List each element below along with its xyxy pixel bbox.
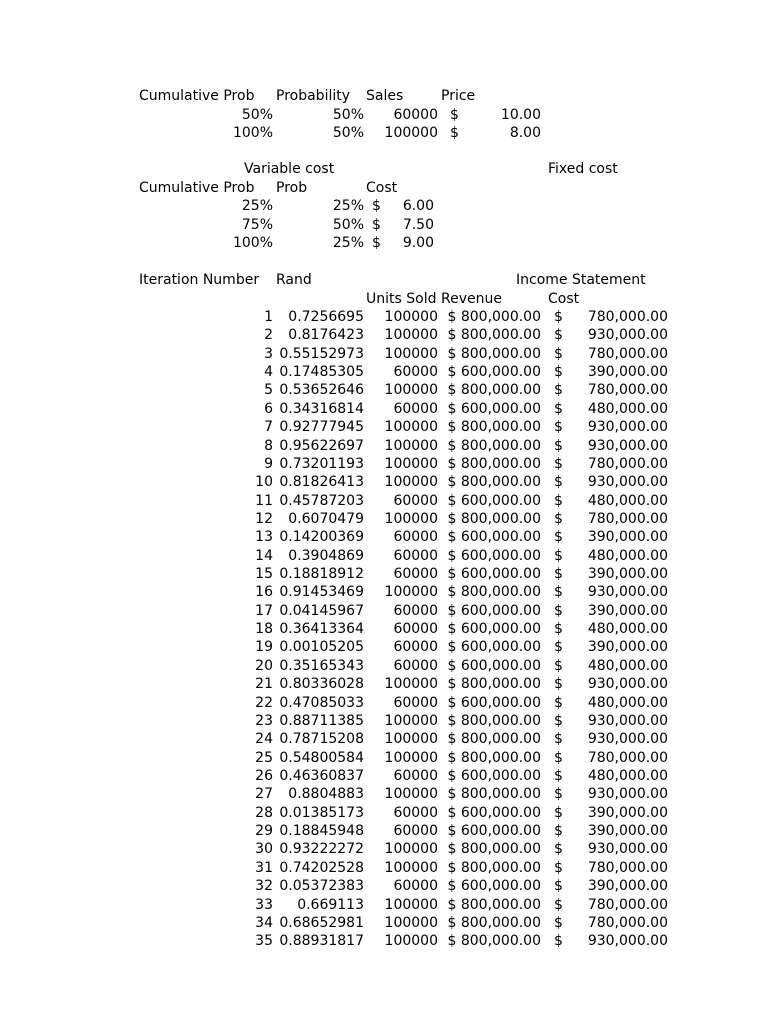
cost-value: 780,000.00 xyxy=(587,750,668,766)
revenue: $ 800,000.00 xyxy=(447,841,541,857)
revenue: $ 800,000.00 xyxy=(447,860,541,876)
iteration-number: 7 xyxy=(264,419,273,435)
revenue: $ 600,000.00 xyxy=(447,603,541,619)
sales-prob: 50% xyxy=(332,125,364,141)
iteration-number: 15 xyxy=(255,566,273,582)
iteration-number: 13 xyxy=(255,529,273,545)
cost-currency: $ xyxy=(554,511,563,527)
revenue: $ 600,000.00 xyxy=(447,364,541,380)
variable-cost-title: Variable cost xyxy=(244,161,335,177)
cost-currency: $ xyxy=(554,621,563,637)
cost-value: 930,000.00 xyxy=(587,584,668,600)
rand-value: 0.6070479 xyxy=(288,511,364,527)
cost-value: 390,000.00 xyxy=(587,639,668,655)
cost-currency: $ xyxy=(554,584,563,600)
rand-value: 0.18818912 xyxy=(279,566,364,582)
rand-value: 0.05372383 xyxy=(279,878,364,894)
cost-value: 480,000.00 xyxy=(587,401,668,417)
cost-value: 780,000.00 xyxy=(587,860,668,876)
cost-value: 480,000.00 xyxy=(587,493,668,509)
iteration-number: 3 xyxy=(264,346,273,362)
iteration-number: 14 xyxy=(255,548,273,564)
cost-currency: $ xyxy=(554,346,563,362)
rand-value: 0.00105205 xyxy=(279,639,364,655)
rand-value: 0.04145967 xyxy=(279,603,364,619)
iteration-number: 22 xyxy=(255,695,273,711)
iteration-number: 26 xyxy=(255,768,273,784)
cost-currency: $ xyxy=(554,897,563,913)
cost-value: 930,000.00 xyxy=(587,713,668,729)
cost-currency: $ xyxy=(554,805,563,821)
vc-cum-prob: 25% xyxy=(241,198,273,214)
revenue: $ 800,000.00 xyxy=(447,327,541,343)
cost-value: 780,000.00 xyxy=(587,897,668,913)
revenue: $ 600,000.00 xyxy=(447,878,541,894)
revenue: $ 800,000.00 xyxy=(447,676,541,692)
revenue: $ 800,000.00 xyxy=(447,731,541,747)
units-sold: 100000 xyxy=(384,713,438,729)
iteration-number: 28 xyxy=(255,805,273,821)
units-sold: 60000 xyxy=(393,695,438,711)
units-sold: 60000 xyxy=(393,805,438,821)
revenue: $ 800,000.00 xyxy=(447,474,541,490)
iteration-number: 12 xyxy=(255,511,273,527)
cost-currency: $ xyxy=(554,529,563,545)
rand-value: 0.46360837 xyxy=(279,768,364,784)
iteration-number: 24 xyxy=(255,731,273,747)
cost-currency: $ xyxy=(554,327,563,343)
rand-value: 0.669113 xyxy=(297,897,364,913)
units-sold: 60000 xyxy=(393,529,438,545)
revenue: $ 800,000.00 xyxy=(447,456,541,472)
cost-currency: $ xyxy=(554,603,563,619)
units-sold: 60000 xyxy=(393,768,438,784)
units-sold: 100000 xyxy=(384,676,438,692)
cost-value: 390,000.00 xyxy=(587,566,668,582)
iteration-number: 33 xyxy=(255,897,273,913)
cost-value: 930,000.00 xyxy=(587,676,668,692)
vc-cost: 7.50 xyxy=(402,217,434,233)
iteration-number: 10 xyxy=(255,474,273,490)
revenue: $ 800,000.00 xyxy=(447,750,541,766)
cost-value: 780,000.00 xyxy=(587,456,668,472)
header-cost: Cost xyxy=(548,291,580,307)
iteration-number: 31 xyxy=(255,860,273,876)
cost-currency: $ xyxy=(554,768,563,784)
iteration-number: 20 xyxy=(255,658,273,674)
revenue: $ 600,000.00 xyxy=(447,823,541,839)
units-sold: 60000 xyxy=(393,823,438,839)
iteration-number: 25 xyxy=(255,750,273,766)
cost-currency: $ xyxy=(554,419,563,435)
units-sold: 100000 xyxy=(384,382,438,398)
vc-prob: 50% xyxy=(332,217,364,233)
rand-value: 0.34316814 xyxy=(279,401,364,417)
cost-currency: $ xyxy=(554,456,563,472)
cost-currency: $ xyxy=(554,548,563,564)
units-sold: 100000 xyxy=(384,786,438,802)
cost-currency: $ xyxy=(554,364,563,380)
revenue: $ 800,000.00 xyxy=(447,786,541,802)
header-revenue: Revenue xyxy=(441,291,502,307)
revenue: $ 800,000.00 xyxy=(447,346,541,362)
iteration-number: 17 xyxy=(255,603,273,619)
cost-value: 780,000.00 xyxy=(587,309,668,325)
iteration-number: 4 xyxy=(264,364,273,380)
rand-value: 0.45787203 xyxy=(279,493,364,509)
revenue: $ 800,000.00 xyxy=(447,382,541,398)
cost-value: 480,000.00 xyxy=(587,621,668,637)
sales-units: 60000 xyxy=(393,107,438,123)
iteration-number: 35 xyxy=(255,933,273,949)
iteration-number: 8 xyxy=(264,438,273,454)
iteration-number: 29 xyxy=(255,823,273,839)
revenue: $ 800,000.00 xyxy=(447,933,541,949)
cost-value: 390,000.00 xyxy=(587,364,668,380)
revenue: $ 600,000.00 xyxy=(447,639,541,655)
cost-currency: $ xyxy=(554,786,563,802)
cost-currency: $ xyxy=(554,695,563,711)
iteration-number: 32 xyxy=(255,878,273,894)
rand-value: 0.88711385 xyxy=(279,713,364,729)
rand-value: 0.01385173 xyxy=(279,805,364,821)
cost-value: 930,000.00 xyxy=(587,438,668,454)
rand-value: 0.95622697 xyxy=(279,438,364,454)
revenue: $ 600,000.00 xyxy=(447,493,541,509)
rand-value: 0.55152973 xyxy=(279,346,364,362)
rand-value: 0.8804883 xyxy=(288,786,364,802)
cost-currency: $ xyxy=(554,933,563,949)
vc-cum-prob: 100% xyxy=(232,235,273,251)
vc-prob: 25% xyxy=(332,235,364,251)
units-sold: 60000 xyxy=(393,401,438,417)
sales-prob: 50% xyxy=(332,107,364,123)
cost-currency: $ xyxy=(554,658,563,674)
revenue: $ 600,000.00 xyxy=(447,805,541,821)
rand-value: 0.35165343 xyxy=(279,658,364,674)
rand-value: 0.53652646 xyxy=(279,382,364,398)
revenue: $ 600,000.00 xyxy=(447,658,541,674)
rand-value: 0.88931817 xyxy=(279,933,364,949)
units-sold: 60000 xyxy=(393,364,438,380)
units-sold: 60000 xyxy=(393,548,438,564)
units-sold: 100000 xyxy=(384,511,438,527)
revenue: $ 800,000.00 xyxy=(447,309,541,325)
units-sold: 60000 xyxy=(393,639,438,655)
units-sold: 60000 xyxy=(393,658,438,674)
rand-value: 0.18845948 xyxy=(279,823,364,839)
iteration-number: 30 xyxy=(255,841,273,857)
units-sold: 100000 xyxy=(384,915,438,931)
vc-header-prob: Prob xyxy=(276,180,308,196)
sales-currency: $ xyxy=(450,125,459,141)
sales-units: 100000 xyxy=(384,125,438,141)
vc-cost: 9.00 xyxy=(402,235,434,251)
units-sold: 60000 xyxy=(393,603,438,619)
cost-value: 780,000.00 xyxy=(587,511,668,527)
iteration-number: 16 xyxy=(255,584,273,600)
cost-value: 390,000.00 xyxy=(587,603,668,619)
revenue: $ 800,000.00 xyxy=(447,897,541,913)
cost-currency: $ xyxy=(554,878,563,894)
revenue: $ 800,000.00 xyxy=(447,713,541,729)
units-sold: 100000 xyxy=(384,346,438,362)
rand-value: 0.74202528 xyxy=(279,860,364,876)
cost-value: 480,000.00 xyxy=(587,658,668,674)
header-cumulative-prob: Cumulative Prob xyxy=(139,88,255,104)
rand-value: 0.81826413 xyxy=(279,474,364,490)
iteration-number: 18 xyxy=(255,621,273,637)
cost-value: 780,000.00 xyxy=(587,915,668,931)
cost-value: 930,000.00 xyxy=(587,327,668,343)
cost-currency: $ xyxy=(554,639,563,655)
cost-currency: $ xyxy=(554,382,563,398)
vc-cost: 6.00 xyxy=(402,198,434,214)
units-sold: 100000 xyxy=(384,474,438,490)
rand-value: 0.78715208 xyxy=(279,731,364,747)
cost-currency: $ xyxy=(554,566,563,582)
cost-value: 930,000.00 xyxy=(587,731,668,747)
header-units-sold: Units Sold xyxy=(366,291,437,307)
vc-currency: $ xyxy=(372,217,381,233)
header-probability: Probability xyxy=(276,88,351,104)
iteration-number: 27 xyxy=(255,786,273,802)
cost-currency: $ xyxy=(554,438,563,454)
header-income-statement: Income Statement xyxy=(516,272,646,288)
revenue: $ 800,000.00 xyxy=(447,584,541,600)
cost-value: 480,000.00 xyxy=(587,768,668,784)
rand-value: 0.14200369 xyxy=(279,529,364,545)
iteration-number: 23 xyxy=(255,713,273,729)
rand-value: 0.47085033 xyxy=(279,695,364,711)
cost-value: 930,000.00 xyxy=(587,419,668,435)
rand-value: 0.8176423 xyxy=(288,327,364,343)
units-sold: 100000 xyxy=(384,897,438,913)
rand-value: 0.36413364 xyxy=(279,621,364,637)
rand-value: 0.17485305 xyxy=(279,364,364,380)
units-sold: 100000 xyxy=(384,860,438,876)
revenue: $ 800,000.00 xyxy=(447,438,541,454)
iteration-number: 2 xyxy=(264,327,273,343)
sales-currency: $ xyxy=(450,107,459,123)
cost-currency: $ xyxy=(554,713,563,729)
cost-currency: $ xyxy=(554,841,563,857)
cost-value: 930,000.00 xyxy=(587,933,668,949)
revenue: $ 600,000.00 xyxy=(447,695,541,711)
units-sold: 100000 xyxy=(384,327,438,343)
rand-value: 0.54800584 xyxy=(279,750,364,766)
rand-value: 0.68652981 xyxy=(279,915,364,931)
units-sold: 100000 xyxy=(384,841,438,857)
iteration-number: 34 xyxy=(255,915,273,931)
units-sold: 100000 xyxy=(384,309,438,325)
cost-value: 390,000.00 xyxy=(587,878,668,894)
revenue: $ 800,000.00 xyxy=(447,915,541,931)
units-sold: 100000 xyxy=(384,731,438,747)
rand-value: 0.92777945 xyxy=(279,419,364,435)
cost-currency: $ xyxy=(554,309,563,325)
cost-currency: $ xyxy=(554,860,563,876)
fixed-cost-title: Fixed cost xyxy=(548,161,618,177)
cost-value: 480,000.00 xyxy=(587,548,668,564)
cost-currency: $ xyxy=(554,401,563,417)
revenue: $ 600,000.00 xyxy=(447,768,541,784)
iteration-number: 21 xyxy=(255,676,273,692)
cost-currency: $ xyxy=(554,676,563,692)
units-sold: 100000 xyxy=(384,584,438,600)
cost-currency: $ xyxy=(554,493,563,509)
sales-cum-prob: 50% xyxy=(241,107,273,123)
iteration-number: 1 xyxy=(264,309,273,325)
cost-currency: $ xyxy=(554,915,563,931)
units-sold: 60000 xyxy=(393,493,438,509)
cost-value: 390,000.00 xyxy=(587,529,668,545)
rand-value: 0.93222272 xyxy=(279,841,364,857)
revenue: $ 600,000.00 xyxy=(447,621,541,637)
revenue: $ 600,000.00 xyxy=(447,548,541,564)
revenue: $ 600,000.00 xyxy=(447,529,541,545)
iteration-number: 19 xyxy=(255,639,273,655)
cost-value: 930,000.00 xyxy=(587,786,668,802)
rand-value: 0.73201193 xyxy=(279,456,364,472)
rand-value: 0.91453469 xyxy=(279,584,364,600)
vc-cum-prob: 75% xyxy=(241,217,273,233)
rand-value: 0.3904869 xyxy=(288,548,364,564)
iteration-number: 6 xyxy=(264,401,273,417)
vc-prob: 25% xyxy=(332,198,364,214)
cost-value: 780,000.00 xyxy=(587,382,668,398)
cost-currency: $ xyxy=(554,731,563,747)
vc-currency: $ xyxy=(372,198,381,214)
cost-value: 390,000.00 xyxy=(587,805,668,821)
units-sold: 60000 xyxy=(393,621,438,637)
header-sales: Sales xyxy=(366,88,404,104)
cost-value: 390,000.00 xyxy=(587,823,668,839)
cost-value: 480,000.00 xyxy=(587,695,668,711)
units-sold: 60000 xyxy=(393,878,438,894)
vc-header-cost: Cost xyxy=(366,180,398,196)
units-sold: 100000 xyxy=(384,419,438,435)
revenue: $ 800,000.00 xyxy=(447,419,541,435)
cost-value: 780,000.00 xyxy=(587,346,668,362)
cost-value: 930,000.00 xyxy=(587,841,668,857)
header-rand: Rand xyxy=(276,272,312,288)
rand-value: 0.7256695 xyxy=(288,309,364,325)
iteration-number: 11 xyxy=(255,493,273,509)
revenue: $ 600,000.00 xyxy=(447,566,541,582)
header-iteration-number: Iteration Number xyxy=(139,272,260,288)
iteration-number: 9 xyxy=(264,456,273,472)
units-sold: 100000 xyxy=(384,438,438,454)
cost-currency: $ xyxy=(554,823,563,839)
units-sold: 100000 xyxy=(384,750,438,766)
header-price: Price xyxy=(441,88,476,104)
sales-price: 10.00 xyxy=(500,107,541,123)
units-sold: 100000 xyxy=(384,456,438,472)
units-sold: 100000 xyxy=(384,933,438,949)
cost-currency: $ xyxy=(554,474,563,490)
cost-value: 930,000.00 xyxy=(587,474,668,490)
vc-currency: $ xyxy=(372,235,381,251)
rand-value: 0.80336028 xyxy=(279,676,364,692)
vc-header-cumulative-prob: Cumulative Prob xyxy=(139,180,255,196)
cost-currency: $ xyxy=(554,750,563,766)
sales-cum-prob: 100% xyxy=(232,125,273,141)
iteration-number: 5 xyxy=(264,382,273,398)
units-sold: 60000 xyxy=(393,566,438,582)
revenue: $ 600,000.00 xyxy=(447,401,541,417)
revenue: $ 800,000.00 xyxy=(447,511,541,527)
sales-price: 8.00 xyxy=(509,125,541,141)
